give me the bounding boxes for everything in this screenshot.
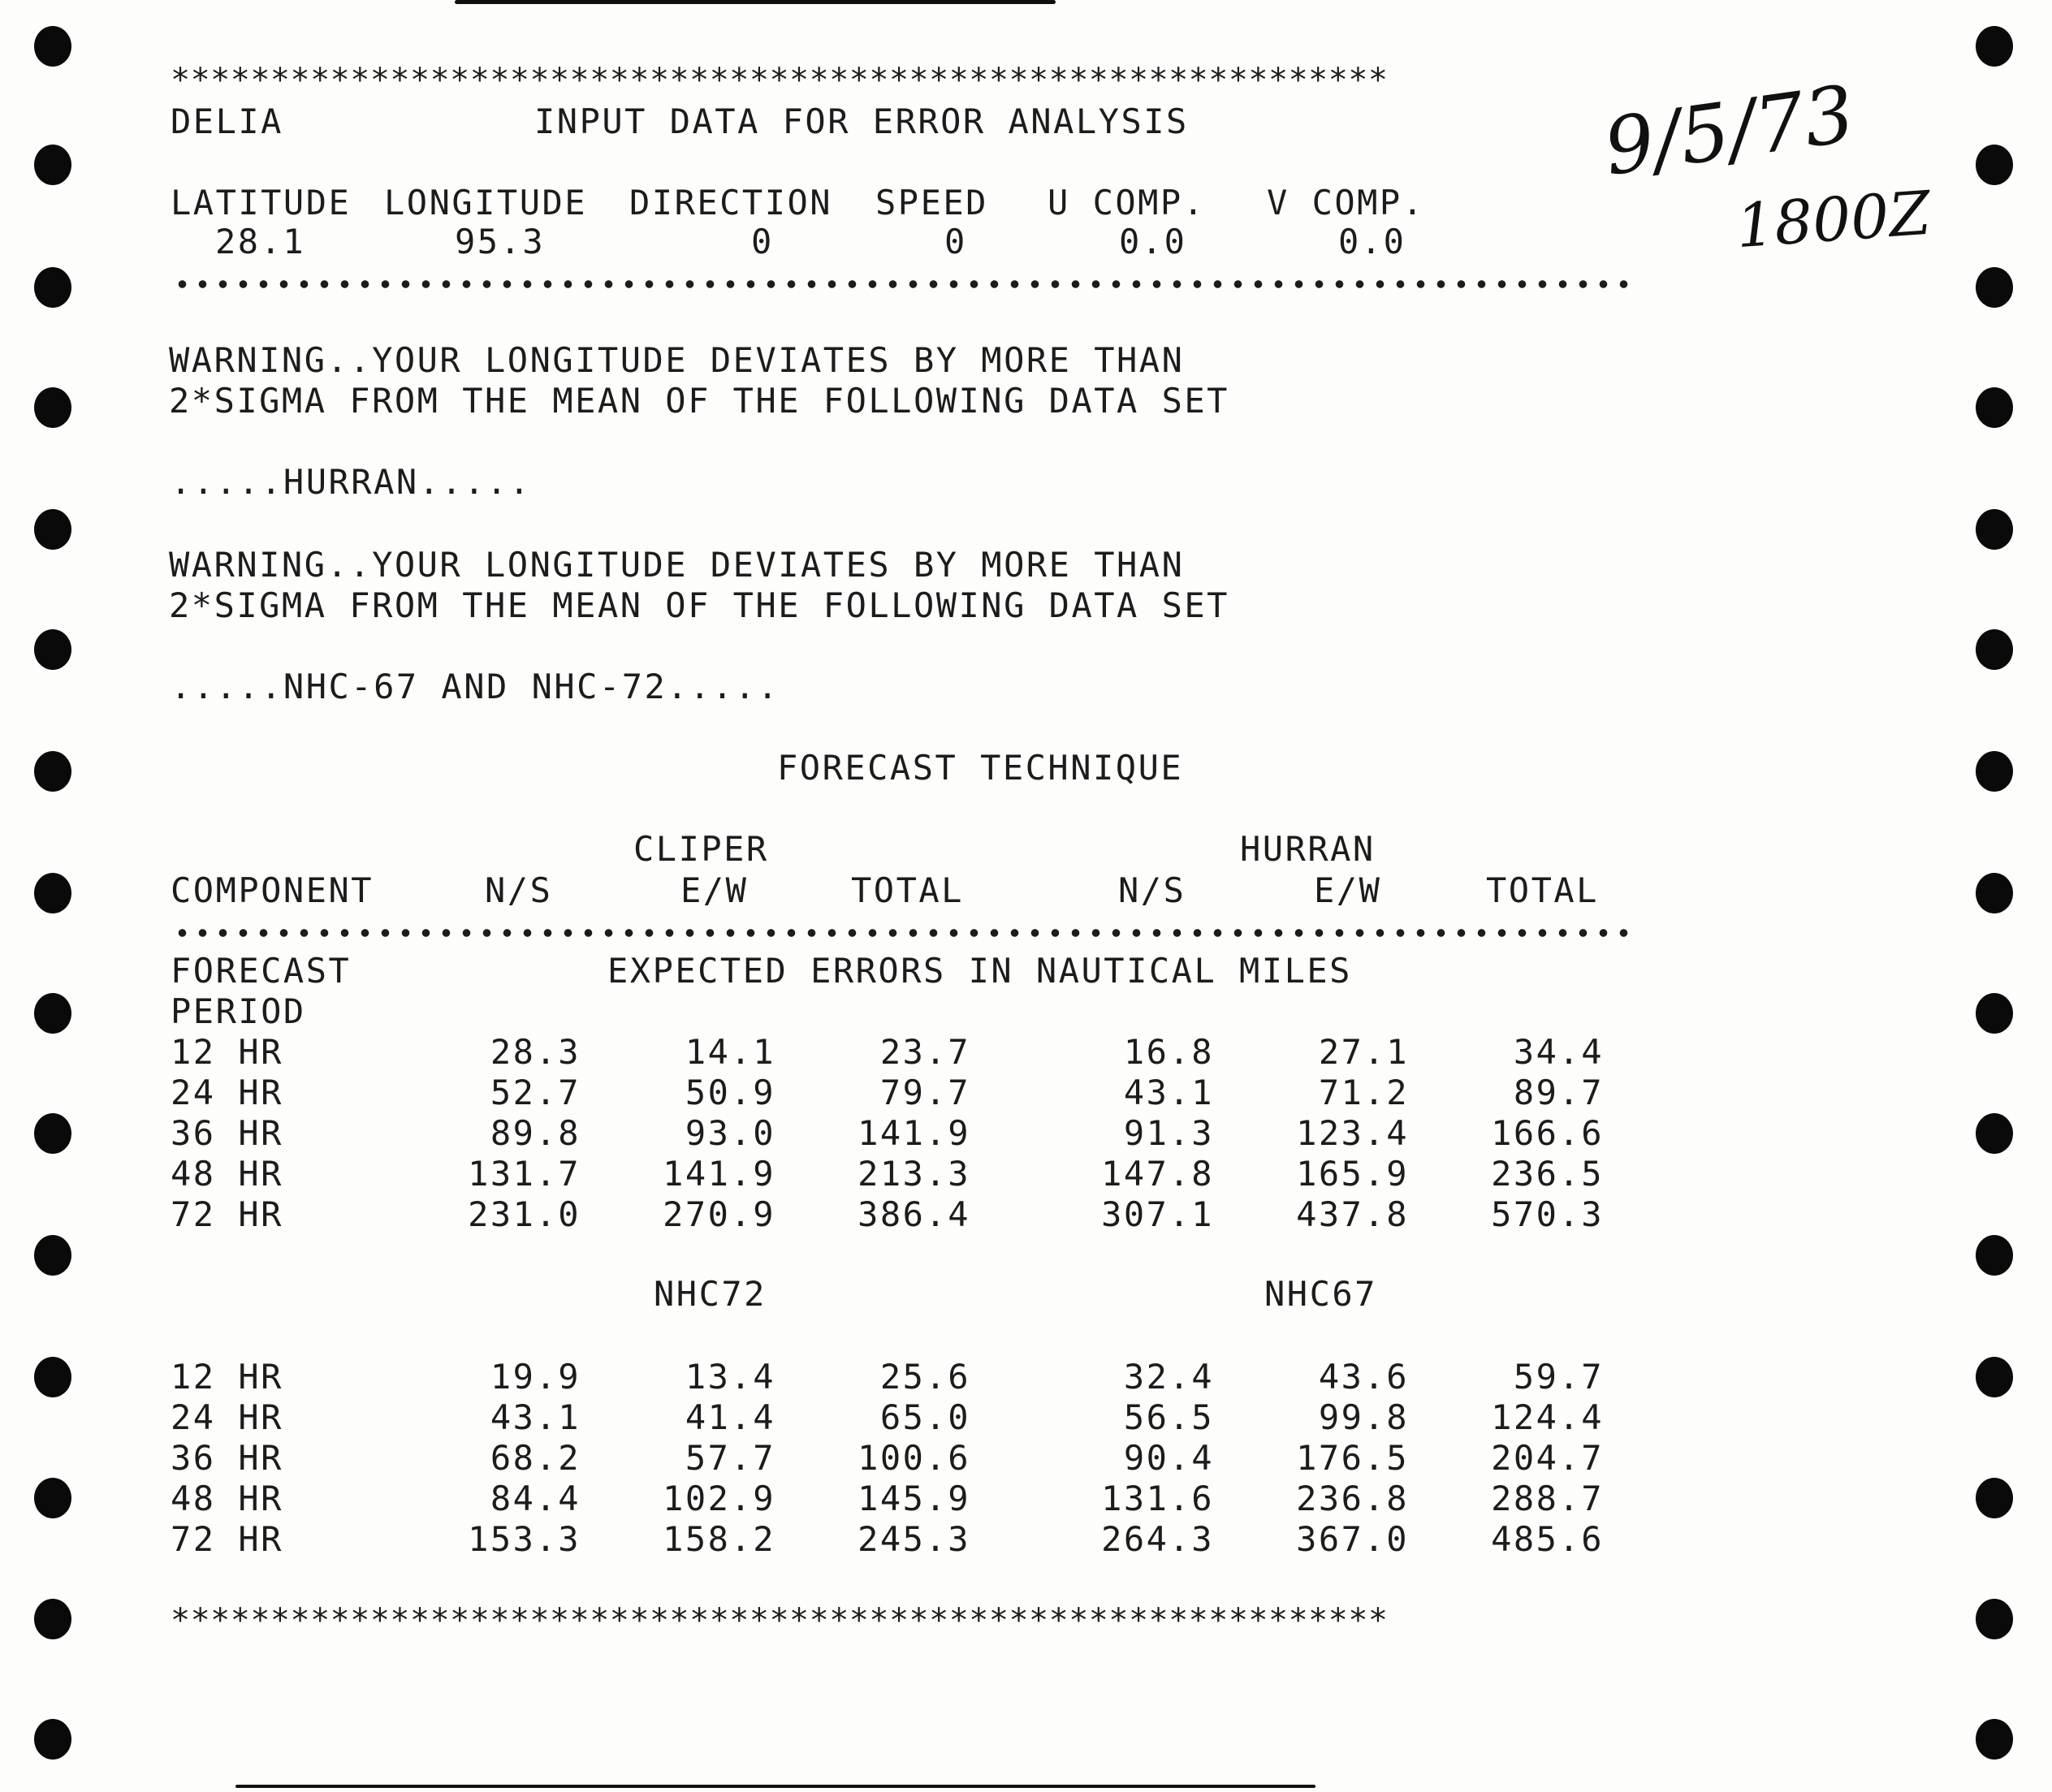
feed-hole-icon [1976, 1113, 2013, 1154]
group-label-cliper: CLIPER [633, 829, 769, 869]
warning-line: 2*SIGMA FROM THE MEAN OF THE FOLLOWING DATA SET [169, 381, 1229, 421]
input-col-latitude: LATITUDE [171, 183, 352, 222]
warning-dataset: .....HURRAN..... [171, 462, 532, 502]
value-cell: 32.4 [1123, 1357, 1214, 1397]
value-cell: 270.9 [663, 1194, 775, 1234]
value-cell: 124.4 [1491, 1397, 1604, 1437]
value-cell: 90.4 [1123, 1438, 1214, 1478]
period-cell: 12 HR [171, 1032, 283, 1072]
feed-hole-icon [1976, 629, 2013, 670]
input-col-ucomp: U COMP. [1048, 183, 1206, 222]
period-cell: 72 HR [171, 1519, 283, 1559]
feed-hole-icon [34, 873, 71, 913]
feed-hole-icon [34, 629, 71, 670]
value-cell: 28.3 [490, 1032, 581, 1072]
feed-hole-icon [1976, 873, 2013, 913]
value-cell: 165.9 [1296, 1154, 1409, 1194]
value-cell: 43.1 [1123, 1073, 1214, 1112]
value-cell: 100.6 [858, 1438, 970, 1478]
value-cell: 93.0 [685, 1113, 775, 1153]
value-cell: 89.8 [490, 1113, 581, 1153]
value-cell: 25.6 [879, 1357, 970, 1397]
feed-hole-icon [1976, 993, 2013, 1034]
top-star-rule: ************************************************************* [171, 62, 1389, 99]
value-cell: 386.4 [858, 1194, 970, 1234]
col-header: N/S [485, 870, 553, 910]
component-label: COMPONENT [171, 870, 374, 910]
value-cell: 236.8 [1296, 1479, 1409, 1518]
value-cell: 13.4 [685, 1357, 775, 1397]
input-col-vcomp: V COMP. [1267, 183, 1425, 222]
value-cell: 147.8 [1101, 1154, 1214, 1194]
feed-hole-icon [1976, 1478, 2013, 1518]
period-cell: 72 HR [171, 1194, 283, 1234]
feed-hole-icon [1976, 145, 2013, 185]
value-cell: 437.8 [1296, 1194, 1409, 1234]
dotted-rule [172, 929, 1634, 937]
feed-hole-icon [34, 1235, 71, 1276]
feed-hole-icon [1976, 509, 2013, 550]
col-header: E/W [1314, 870, 1382, 910]
warning-line: 2*SIGMA FROM THE MEAN OF THE FOLLOWING DATA SET [169, 585, 1229, 625]
feed-hole-icon [34, 26, 71, 67]
feed-hole-icon [1976, 1357, 2013, 1397]
value-cell: 71.2 [1318, 1073, 1409, 1112]
value-cell: 236.5 [1491, 1154, 1604, 1194]
input-val-direction: 0 [751, 222, 774, 261]
value-cell: 43.1 [490, 1397, 581, 1437]
value-cell: 145.9 [858, 1479, 970, 1518]
value-cell: 158.2 [663, 1519, 775, 1559]
group-label-hurran: HURRAN [1240, 829, 1376, 869]
value-cell: 213.3 [858, 1154, 970, 1194]
value-cell: 91.3 [1123, 1113, 1214, 1153]
col-header: TOTAL [851, 870, 964, 910]
value-cell: 204.7 [1491, 1438, 1604, 1478]
period-cell: 24 HR [171, 1073, 283, 1112]
value-cell: 57.7 [685, 1438, 775, 1478]
page-title: INPUT DATA FOR ERROR ANALYSIS [534, 101, 1189, 141]
input-col-longitude: LONGITUDE [384, 183, 588, 222]
value-cell: 68.2 [490, 1438, 581, 1478]
feed-hole-icon [1976, 26, 2013, 67]
feed-hole-icon [34, 267, 71, 308]
value-cell: 245.3 [858, 1519, 970, 1559]
period-cell: 48 HR [171, 1479, 283, 1518]
feed-hole-icon [34, 751, 71, 792]
feed-hole-icon [34, 509, 71, 550]
value-cell: 485.6 [1491, 1519, 1604, 1559]
dotted-rule [172, 280, 1634, 288]
value-cell: 264.3 [1101, 1519, 1214, 1559]
period-cell: 36 HR [171, 1438, 283, 1478]
forecast-heading: FORECAST TECHNIQUE [777, 748, 1184, 788]
value-cell: 570.3 [1491, 1194, 1604, 1234]
value-cell: 19.9 [490, 1357, 581, 1397]
input-val-speed: 0 [944, 222, 967, 261]
input-val-ucomp: 0.0 [1119, 222, 1187, 261]
feed-hole-icon [1976, 1719, 2013, 1760]
feed-hole-icon [1976, 1599, 2013, 1639]
value-cell: 123.4 [1296, 1113, 1409, 1153]
value-cell: 27.1 [1318, 1032, 1409, 1072]
value-cell: 84.4 [490, 1479, 581, 1518]
value-cell: 59.7 [1513, 1357, 1604, 1397]
value-cell: 131.7 [468, 1154, 581, 1194]
value-cell: 176.5 [1296, 1438, 1409, 1478]
input-val-longitude: 95.3 [455, 222, 546, 261]
col-header: TOTAL [1486, 870, 1599, 910]
input-val-vcomp: 0.0 [1338, 222, 1406, 261]
warning-dataset: .....NHC-67 AND NHC-72..... [171, 667, 780, 706]
value-cell: 16.8 [1123, 1032, 1214, 1072]
value-cell: 89.7 [1513, 1073, 1604, 1112]
value-cell: 23.7 [879, 1032, 970, 1072]
feed-hole-icon [34, 387, 71, 428]
value-cell: 50.9 [685, 1073, 775, 1112]
value-cell: 79.7 [879, 1073, 970, 1112]
value-cell: 102.9 [663, 1479, 775, 1518]
value-cell: 288.7 [1491, 1479, 1604, 1518]
storm-name: DELIA [171, 101, 283, 141]
errors-label: EXPECTED ERRORS IN NAUTICAL MILES [607, 951, 1352, 991]
value-cell: 41.4 [685, 1397, 775, 1437]
value-cell: 166.6 [1491, 1113, 1604, 1153]
period-cell: 48 HR [171, 1154, 283, 1194]
feed-hole-icon [34, 1113, 71, 1154]
top-edge-line [455, 0, 1056, 4]
group-label-nhc72: NHC72 [654, 1274, 767, 1314]
warning-line: WARNING..YOUR LONGITUDE DEVIATES BY MORE THAN [169, 545, 1185, 585]
value-cell: 56.5 [1123, 1397, 1214, 1437]
value-cell: 99.8 [1318, 1397, 1409, 1437]
input-col-speed: SPEED [875, 183, 988, 222]
feed-hole-icon [34, 1357, 71, 1397]
feed-hole-icon [1976, 1235, 2013, 1276]
value-cell: 367.0 [1296, 1519, 1409, 1559]
value-cell: 43.6 [1318, 1357, 1409, 1397]
value-cell: 65.0 [879, 1397, 970, 1437]
input-val-latitude: 28.1 [215, 222, 306, 261]
feed-hole-icon [34, 1478, 71, 1518]
bottom-edge-line [235, 1785, 1315, 1788]
value-cell: 231.0 [468, 1194, 581, 1234]
value-cell: 14.1 [685, 1032, 775, 1072]
col-header: E/W [680, 870, 749, 910]
handwritten-time: 1800Z [1734, 178, 1933, 262]
feed-hole-icon [34, 993, 71, 1034]
period-cell: 36 HR [171, 1113, 283, 1153]
bottom-star-rule: ************************************************************* [171, 1602, 1389, 1639]
period-cell: 12 HR [171, 1357, 283, 1397]
handwritten-date: 9/5/73 [1598, 68, 1860, 193]
value-cell: 141.9 [858, 1113, 970, 1153]
value-cell: 153.3 [468, 1519, 581, 1559]
feed-hole-icon [34, 145, 71, 185]
col-header: N/S [1118, 870, 1186, 910]
feed-hole-icon [34, 1599, 71, 1639]
value-cell: 141.9 [663, 1154, 775, 1194]
feed-hole-icon [34, 1719, 71, 1760]
group-label-nhc67: NHC67 [1264, 1274, 1377, 1314]
value-cell: 131.6 [1101, 1479, 1214, 1518]
feed-hole-icon [1976, 387, 2013, 428]
value-cell: 34.4 [1513, 1032, 1604, 1072]
period-label: FORECAST [171, 951, 352, 991]
feed-hole-icon [1976, 267, 2013, 308]
input-col-direction: DIRECTION [629, 183, 833, 222]
warning-line: WARNING..YOUR LONGITUDE DEVIATES BY MORE THAN [169, 340, 1185, 380]
feed-hole-icon [1976, 751, 2013, 792]
period-cell: 24 HR [171, 1397, 283, 1437]
period-label: PERIOD [171, 991, 306, 1031]
value-cell: 307.1 [1101, 1194, 1214, 1234]
value-cell: 52.7 [490, 1073, 581, 1112]
